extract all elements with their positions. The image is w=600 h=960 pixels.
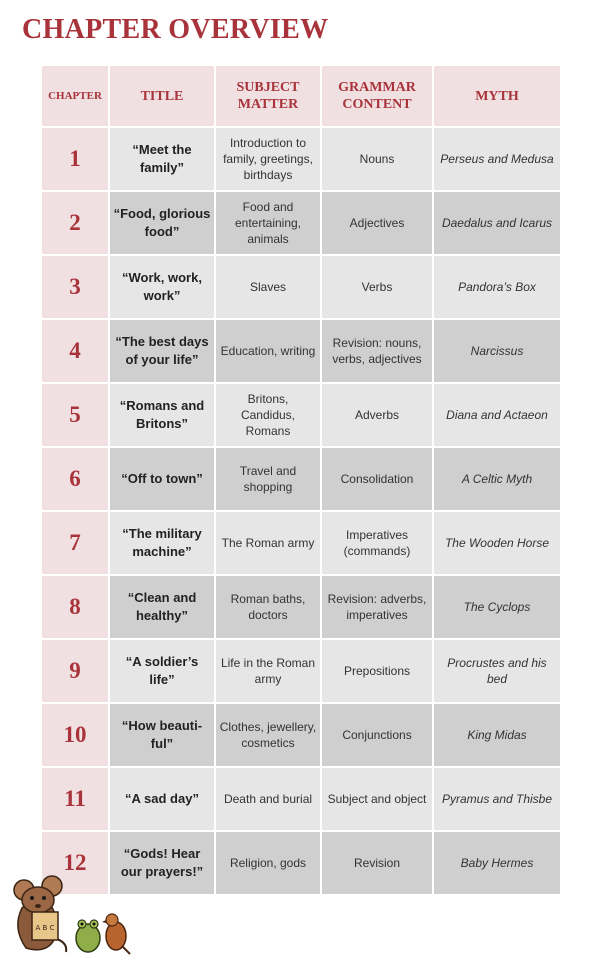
chapter-overview-table	[40, 64, 562, 896]
table-row	[42, 448, 560, 510]
table-row	[42, 320, 560, 382]
myth: Narcissus	[434, 320, 560, 382]
chapter-number: 9	[42, 640, 108, 702]
subject-matter: Education, writing	[216, 320, 320, 382]
chapter-title: “Off to town”	[110, 448, 214, 510]
grammar-content: Verbs	[322, 256, 432, 318]
page-title: CHAPTER OVERVIEW	[22, 14, 329, 45]
header-title: TITLE	[110, 66, 214, 126]
chapter-title: “Clean and healthy”	[110, 576, 214, 638]
subject-matter: Clothes, jewellery, cosmetics	[216, 704, 320, 766]
chapter-number: 10	[42, 704, 108, 766]
grammar-content: Revision	[322, 832, 432, 894]
chapter-number: 3	[42, 256, 108, 318]
myth: King Midas	[434, 704, 560, 766]
header-subject-matter: SUBJECT MATTER	[216, 66, 320, 126]
myth: The Cyclops	[434, 576, 560, 638]
table-row	[42, 640, 560, 702]
chapter-number: 2	[42, 192, 108, 254]
chapter-number: 1	[42, 128, 108, 190]
myth: Daedalus and Icarus	[434, 192, 560, 254]
subject-matter: Travel and shopping	[216, 448, 320, 510]
chapter-title: “How beauti-ful”	[110, 704, 214, 766]
chapter-number: 4	[42, 320, 108, 382]
subject-matter: Death and burial	[216, 768, 320, 830]
chapter-title: “Work, work, work”	[110, 256, 214, 318]
grammar-content: Prepositions	[322, 640, 432, 702]
subject-matter: Roman baths, doctors	[216, 576, 320, 638]
chapter-title: “Gods! Hear our prayers!”	[110, 832, 214, 894]
table-row	[42, 576, 560, 638]
bird-icon	[102, 914, 130, 954]
table-row	[42, 704, 560, 766]
alphabet-sign-icon	[32, 912, 58, 940]
chapter-title: “The best days of your life”	[110, 320, 214, 382]
chapter-title: “Food, glorious food”	[110, 192, 214, 254]
grammar-content: Adverbs	[322, 384, 432, 446]
chapter-title: “A sad day”	[110, 768, 214, 830]
subject-matter: Life in the Roman army	[216, 640, 320, 702]
chapter-title: “Romans and Britons”	[110, 384, 214, 446]
grammar-content: Consolidation	[322, 448, 432, 510]
subject-matter: Religion, gods	[216, 832, 320, 894]
grammar-content: Nouns	[322, 128, 432, 190]
subject-matter: The Roman army	[216, 512, 320, 574]
grammar-content: Revision: nouns, verbs, adjectives	[322, 320, 432, 382]
grammar-content: Subject and object	[322, 768, 432, 830]
myth: Pandora’s Box	[434, 256, 560, 318]
grammar-content: Conjunctions	[322, 704, 432, 766]
subject-matter: Britons, Candidus, Romans	[216, 384, 320, 446]
subject-matter: Introduction to family, greetings, birthdays	[216, 128, 320, 190]
frog-icon	[76, 920, 100, 952]
grammar-content: Adjectives	[322, 192, 432, 254]
chapter-title: “Meet the family”	[110, 128, 214, 190]
header-myth: MYTH	[434, 66, 560, 126]
chapter-number: 11	[42, 768, 108, 830]
mouse-and-birds-illustration	[6, 868, 134, 956]
myth: Baby Hermes	[434, 832, 560, 894]
header-grammar-content: GRAMMAR CONTENT	[322, 66, 432, 126]
header-row	[42, 66, 560, 126]
table-row	[42, 384, 560, 446]
table-row	[42, 512, 560, 574]
myth: Diana and Actaeon	[434, 384, 560, 446]
subject-matter: Slaves	[216, 256, 320, 318]
grammar-content: Revision: adverbs, imperatives	[322, 576, 432, 638]
table-row	[42, 192, 560, 254]
header-chapter: CHAPTER	[42, 66, 108, 126]
sign-text: A B C	[35, 924, 55, 932]
subject-matter: Food and entertaining, animals	[216, 192, 320, 254]
chapter-number: 5	[42, 384, 108, 446]
grammar-content: Imperatives (commands)	[322, 512, 432, 574]
chapter-number: 7	[42, 512, 108, 574]
chapter-title: “A soldier’s life”	[110, 640, 214, 702]
chapter-title: “The military machine”	[110, 512, 214, 574]
myth: The Wooden Horse	[434, 512, 560, 574]
table-row	[42, 128, 560, 190]
myth: Perseus and Medusa	[434, 128, 560, 190]
chapter-number: 6	[42, 448, 108, 510]
table-row	[42, 768, 560, 830]
myth: Pyramus and Thisbe	[434, 768, 560, 830]
chapter-number: 12	[42, 832, 108, 894]
myth: A Celtic Myth	[434, 448, 560, 510]
myth: Procrustes and his bed	[434, 640, 560, 702]
table-row	[42, 256, 560, 318]
chapter-number: 8	[42, 576, 108, 638]
